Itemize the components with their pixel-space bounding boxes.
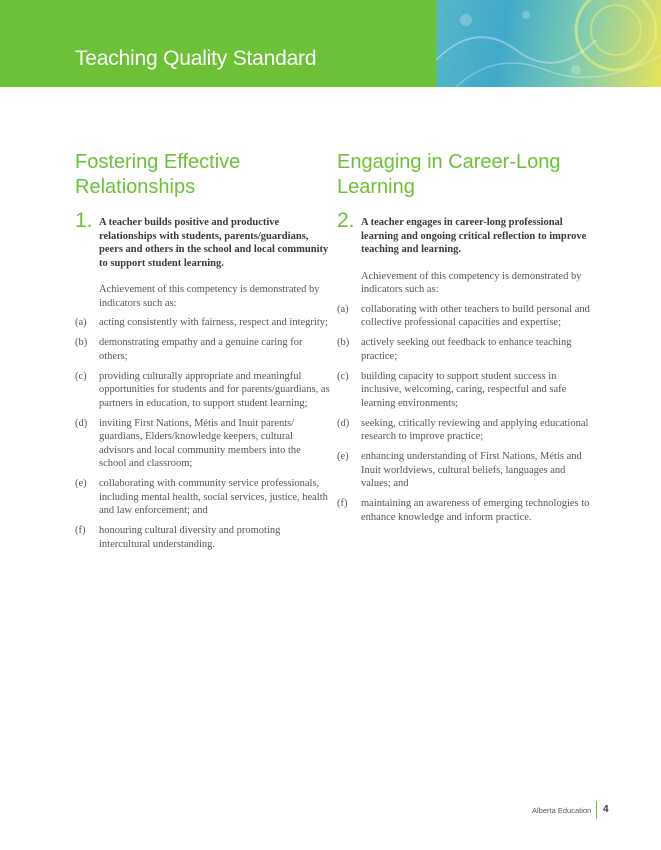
indicator-text: honouring cultural diversity and promoting intercultural understanding. — [99, 525, 281, 550]
footer-publisher: Alberta Education — [532, 806, 592, 815]
competency-statement-block — [75, 209, 330, 270]
section-career-long-learning — [337, 150, 592, 531]
indicator-text: maintaining an awareness of emerging technologies to enhance knowledge and inform practice. — [361, 498, 590, 523]
page-title: Teaching Quality Standard — [75, 47, 317, 70]
indicator-label: (b) — [337, 337, 350, 348]
section-heading: Engaging in Career-Long Learning — [337, 151, 561, 198]
indicator-intro: Achievement of this competency is demonstrated by indicators such as: — [99, 284, 320, 309]
indicator-text: seeking, critically reviewing and applying educational research to improve practice; — [361, 417, 589, 442]
indicator-list — [337, 303, 592, 525]
section-heading: Fostering Effective Relationships — [75, 151, 241, 198]
indicator-item — [75, 477, 330, 518]
indicator-label: (a) — [75, 317, 87, 328]
indicator-label: (c) — [75, 370, 87, 382]
footer-divider — [596, 801, 597, 819]
indicator-label: (e) — [75, 478, 87, 489]
indicator-text: collaborating with community service professionals, including mental health, social services, justice, health and law enforcement; and — [99, 478, 328, 516]
indicator-item — [337, 417, 592, 444]
indicator-item — [337, 450, 592, 491]
indicator-text: collaborating with other teachers to build personal and collective professional capacities and expertise; — [361, 303, 590, 328]
indicator-label: (e) — [337, 451, 349, 462]
indicator-label: (c) — [337, 370, 349, 382]
indicator-item — [337, 336, 592, 363]
indicator-label: (a) — [337, 303, 349, 315]
indicator-item — [337, 497, 592, 524]
page-number: 4 — [603, 804, 609, 815]
competency-number: 2. — [337, 209, 355, 232]
indicator-text: actively seeking out feedback to enhance teaching practice; — [361, 337, 572, 362]
section-fostering-relationships — [75, 150, 330, 558]
indicator-item — [75, 524, 330, 551]
indicator-item — [337, 370, 592, 411]
indicator-text: acting consistently with fairness, respect and integrity; — [99, 317, 328, 328]
indicator-item — [75, 336, 330, 363]
indicator-list — [75, 316, 330, 551]
indicator-text: providing culturally appropriate and meaningful opportunities for students and for parents/guardians, as partners in education, to support student learning; — [99, 370, 330, 409]
header-banner — [0, 0, 661, 87]
indicator-item — [75, 370, 330, 411]
competency-statement: A teacher engages in career-long professional learning and ongoing critical reflection to improve teaching and learning. — [361, 217, 587, 255]
indicator-text: demonstrating empathy and a genuine caring for others; — [99, 337, 303, 362]
competency-statement-block — [337, 209, 592, 257]
indicator-text: inviting First Nations, Métis and Inuit parents/ guardians, Elders/knowledge keepers, cultural advisors and local community members into the school and classroom; — [99, 417, 301, 469]
indicator-item — [337, 303, 592, 330]
indicator-text: building capacity to support student success in inclusive, welcoming, caring, respectful and safe learning environments; — [361, 370, 567, 409]
competency-number: 1. — [75, 209, 93, 232]
indicator-label: (d) — [75, 417, 88, 429]
indicator-label: (f) — [337, 498, 348, 509]
indicator-item — [75, 417, 330, 471]
indicator-label: (b) — [75, 337, 88, 348]
competency-statement: A teacher builds positive and productive relationships with students, parents/guardians, peers and others in the school and local community to support student learning. — [99, 217, 329, 269]
indicator-label: (f) — [75, 525, 86, 536]
indicator-label: (d) — [337, 417, 350, 429]
decorative-banner-art — [436, 0, 661, 87]
indicator-item — [75, 316, 330, 330]
indicator-intro: Achievement of this competency is demonstrated by indicators such as: — [361, 270, 582, 295]
indicator-text: enhancing understanding of First Nations, Métis and Inuit worldviews, cultural beliefs, languages and values; and — [361, 451, 582, 489]
